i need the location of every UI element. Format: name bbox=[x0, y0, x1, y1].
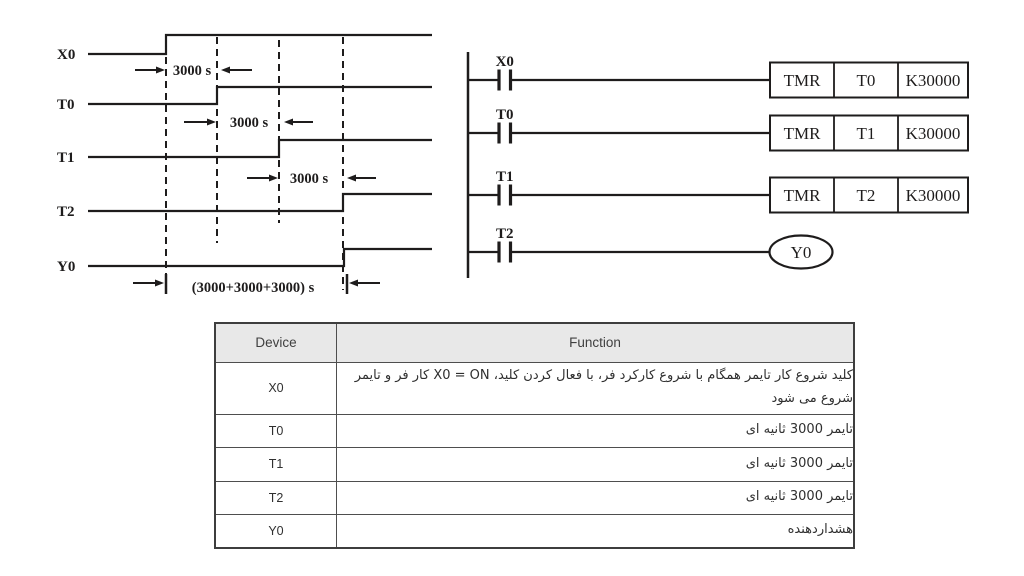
dimension-arrow-left-head bbox=[349, 280, 358, 287]
contact-label: X0 bbox=[495, 54, 514, 70]
table-row bbox=[215, 481, 854, 514]
coil-label: Y0 bbox=[790, 243, 812, 262]
table-row bbox=[215, 362, 854, 414]
signal-waveform bbox=[88, 249, 432, 266]
dimension-arrow-right-head bbox=[155, 280, 164, 287]
ladder-diagram bbox=[455, 30, 1024, 280]
timer-box-text: K30000 bbox=[905, 186, 961, 205]
timer-box-text: K30000 bbox=[905, 71, 961, 90]
signal-label: T1 bbox=[57, 150, 75, 166]
duration-label: 3000 s bbox=[172, 63, 212, 79]
table-header-function: Function bbox=[337, 323, 855, 362]
function-cell: تایمر 3000 ثانیه ای bbox=[337, 481, 855, 514]
table-row bbox=[215, 514, 854, 548]
timer-box-text: TMR bbox=[783, 124, 821, 143]
function-cell: تایمر 3000 ثانیه ای bbox=[337, 414, 855, 447]
signal-label: X0 bbox=[57, 47, 76, 63]
signal-waveform bbox=[88, 35, 432, 54]
table-row bbox=[215, 447, 854, 481]
dimension-arrow-left-head bbox=[221, 67, 230, 74]
timer-box-text: T0 bbox=[856, 71, 876, 90]
function-cell: تایمر 3000 ثانیه ای bbox=[337, 447, 855, 481]
dimension-arrow-left-head bbox=[347, 175, 356, 182]
function-cell: هشداردهنده bbox=[337, 514, 855, 548]
contact-label: T0 bbox=[495, 107, 514, 123]
timer-box-text: T1 bbox=[856, 124, 876, 143]
signal-waveform bbox=[88, 194, 432, 211]
signal-label: Y0 bbox=[57, 259, 76, 275]
timing-diagram bbox=[0, 0, 460, 310]
dimension-arrow-right-head bbox=[269, 175, 278, 182]
table-row bbox=[215, 414, 854, 447]
device-cell: T2 bbox=[215, 481, 337, 514]
device-cell: Y0 bbox=[215, 514, 337, 548]
device-cell: T0 bbox=[215, 414, 337, 447]
timer-box-text: TMR bbox=[783, 186, 821, 205]
signal-label: T2 bbox=[57, 204, 75, 220]
function-cell: کلید شروع کار تایمر همگام با شروع کارکرد فر، با فعال کردن کلید، X0 = ON کار فر و تایمر شروع می شود bbox=[337, 362, 855, 414]
timer-box-text: K30000 bbox=[905, 124, 961, 143]
device-cell: X0 bbox=[215, 362, 337, 414]
contact-label: T1 bbox=[495, 169, 514, 185]
device-cell: T1 bbox=[215, 447, 337, 481]
table-header-row bbox=[215, 323, 854, 362]
duration-label: 3000 s bbox=[289, 171, 329, 187]
signal-label: T0 bbox=[57, 97, 75, 113]
device-function-table bbox=[214, 322, 855, 549]
table-header-device: Device bbox=[215, 323, 337, 362]
timer-box-text: T2 bbox=[856, 186, 876, 205]
signal-waveform bbox=[88, 140, 432, 157]
signal-waveform bbox=[88, 87, 432, 104]
dimension-arrow-left-head bbox=[284, 119, 293, 126]
duration-label: (3000+3000+3000) s bbox=[191, 280, 315, 296]
timer-box-text: TMR bbox=[783, 71, 821, 90]
duration-label: 3000 s bbox=[229, 115, 269, 131]
dimension-arrow-right-head bbox=[207, 119, 216, 126]
contact-label: T2 bbox=[495, 226, 514, 242]
dimension-arrow-right-head bbox=[156, 67, 165, 74]
